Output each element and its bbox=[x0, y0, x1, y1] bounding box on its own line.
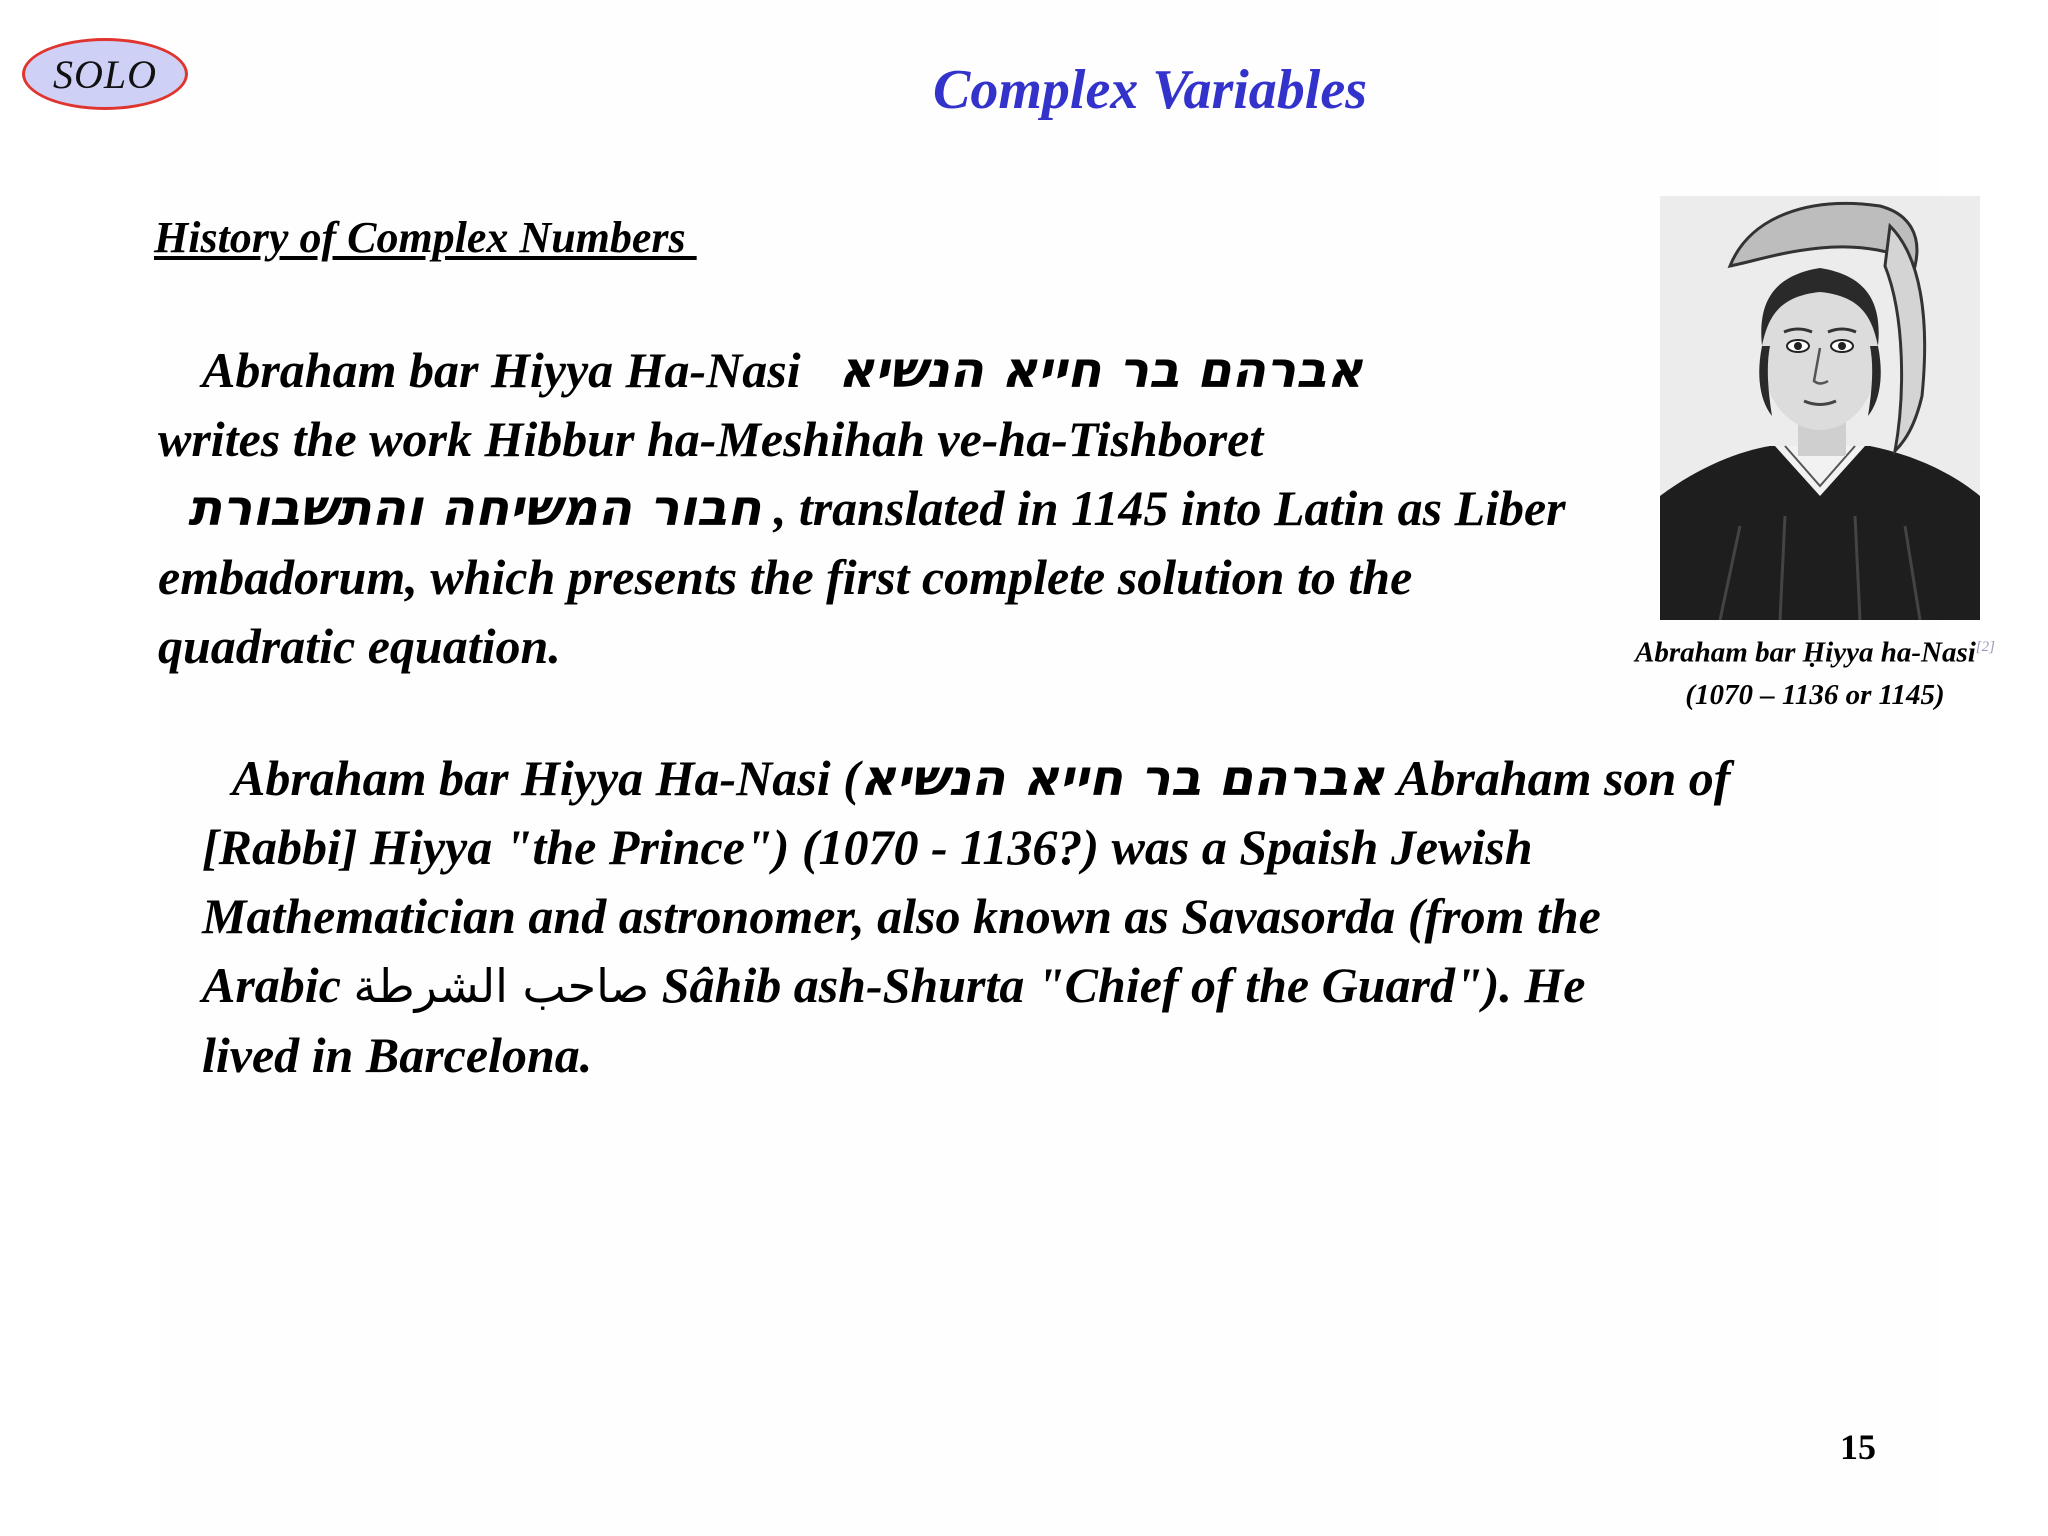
caption-name: Abraham bar Ḥiyya ha-Nasi bbox=[1635, 636, 1976, 669]
caption-reference-link[interactable]: [2] bbox=[1975, 639, 1995, 655]
paragraph-1-line-5: quadratic equation. bbox=[158, 618, 561, 674]
paragraph-2-line-5: lived in Barcelona. bbox=[202, 1027, 593, 1083]
portrait-illustration bbox=[1660, 196, 1980, 620]
paragraph-2-line-2: [Rabbi] Hiyya "the Prince") (1070 - 1136?) was a Spaish Jewish bbox=[202, 819, 1533, 875]
portrait-caption bbox=[1580, 626, 2048, 716]
solo-badge-label: SOLO bbox=[52, 51, 158, 97]
caption-dates: (1070 – 1136 or 1145) bbox=[1685, 678, 1945, 711]
paragraph-2-line-3: Mathematician and astronomer, also known as Savasorda (from the bbox=[202, 888, 1601, 944]
slide-title: Complex Variables bbox=[932, 59, 1368, 121]
paragraph-1-line-1 bbox=[158, 336, 1628, 405]
paragraph-1-line-2: writes the work Hibbur ha-Meshihah ve-ha-Tishboret bbox=[158, 411, 1264, 467]
arabic-label: Arabic bbox=[202, 957, 341, 1013]
name-meaning: Abraham son of bbox=[1397, 750, 1731, 806]
paragraph-2-line-4 bbox=[202, 951, 1862, 1021]
page-number: 15 bbox=[1840, 1427, 1876, 1467]
portrait-image bbox=[1660, 196, 1980, 620]
section-heading: History of Complex Numbers bbox=[154, 213, 697, 262]
arabic-meaning: Sâhib ash-Shurta "Chief of the Guard"). He bbox=[661, 957, 1586, 1013]
hebrew-name: אברהם בר חייא הנשיא bbox=[859, 749, 1385, 807]
hebrew-name: אברהם בר חייא הנשיא bbox=[838, 341, 1363, 399]
name-text: Abraham bar Hiyya Ha-Nasi bbox=[202, 342, 801, 398]
paragraph-2-line-1 bbox=[202, 744, 1862, 813]
paragraph-1-line-3 bbox=[158, 474, 1628, 543]
name-text: Abraham bar Hiyya Ha-Nasi ( bbox=[232, 750, 860, 806]
paragraph-1 bbox=[158, 336, 1628, 681]
arabic-text: صاحب الشرطة bbox=[353, 959, 650, 1013]
caption-name-line bbox=[1580, 626, 2048, 674]
paragraph-1-line-4: embadorum, which presents the first complete solution to the bbox=[158, 549, 1413, 605]
hebrew-title: חבור המשיחה והתשבורת bbox=[188, 479, 762, 537]
paragraph-2 bbox=[202, 744, 1862, 1090]
translation-text: , translated in 1145 into Latin as Liber bbox=[773, 480, 1566, 536]
